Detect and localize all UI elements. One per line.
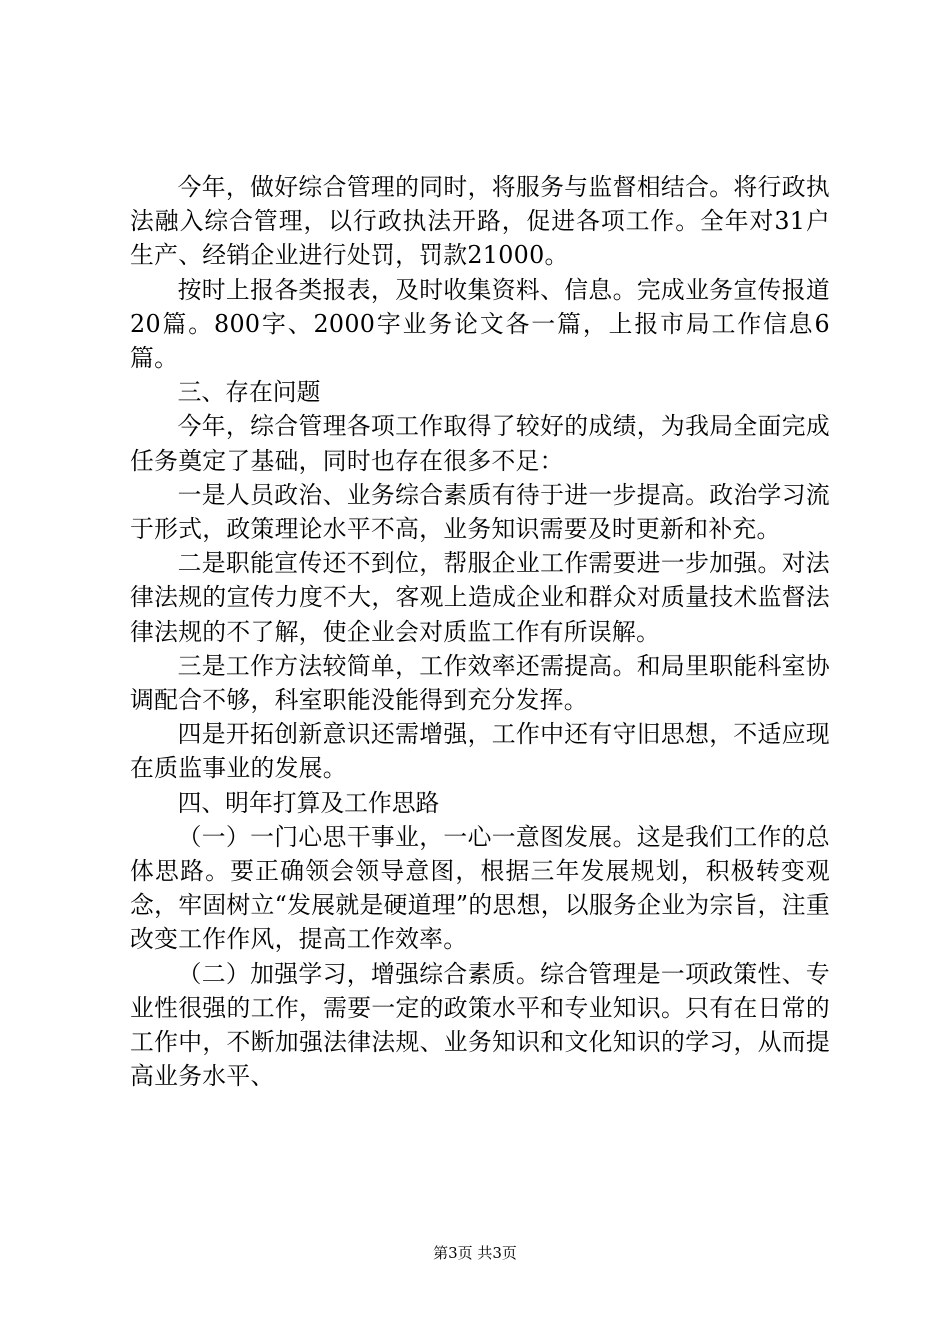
document-body: [130, 170, 830, 1093]
paragraph-penalty: 今年，做好综合管理的同时，将服务与监督相结合。将行政执法融入综合管理，以行政执法开路，促进各项工作。全年对31户生产、经销企业进行处罚，罚款21000。: [130, 173, 830, 270]
paragraph-plan-two: （二）加强学习，增强综合素质。综合管理是一项政策性、专业性很强的工作，需要一定的政策水平和专业知识。只有在日常的工作中，不断加强法律法规、业务知识和文化知识的学习，从而提高业务水平、: [130, 959, 830, 1091]
paragraph-problem-two: 二是职能宣传还不到位，帮服企业工作需要进一步加强。对法律法规的宣传力度不大，客观上造成企业和群众对质量技术监督法律法规的不了解，使企业会对质监工作有所误解。: [130, 549, 830, 646]
paragraph-problem-four: 四是开拓创新意识还需增强，工作中还有守旧思想，不适应现在质监事业的发展。: [130, 720, 830, 783]
paragraph-reports: 按时上报各类报表，及时收集资料、信息。完成业务宣传报道20篇。800字、2000字业务论文各一篇，上报市局工作信息6篇。: [130, 275, 830, 373]
paragraph-problem-one: 一是人员政治、业务综合素质有待于进一步提高。政治学习流于形式，政策理论水平不高，业务知识需要及时更新和补充。: [130, 480, 830, 544]
paragraph-problems-intro: 今年，综合管理各项工作取得了较好的成绩，为我局全面完成任务奠定了基础，同时也存在很多不足：: [130, 412, 830, 475]
section-heading-problems: 三、存在问题: [177, 378, 321, 407]
paragraph-plan-one: （一）一门心思干事业，一心一意图发展。这是我们工作的总体思路。要正确领会领导意图，根据三年发展规划，积极转变观念，牢固树立“发展就是硬道理”的思想，以服务企业为宗旨，注重改变工作作风，提高工作效率。: [130, 822, 830, 954]
page-footer: 第3页 共3页: [433, 1244, 517, 1262]
section-heading-plans: 四、明年打算及工作思路: [177, 788, 440, 817]
paragraph-problem-three: 三是工作方法较简单，工作效率还需提高。和局里职能科室协调配合不够，科室职能没能得到充分发挥。: [130, 651, 830, 715]
